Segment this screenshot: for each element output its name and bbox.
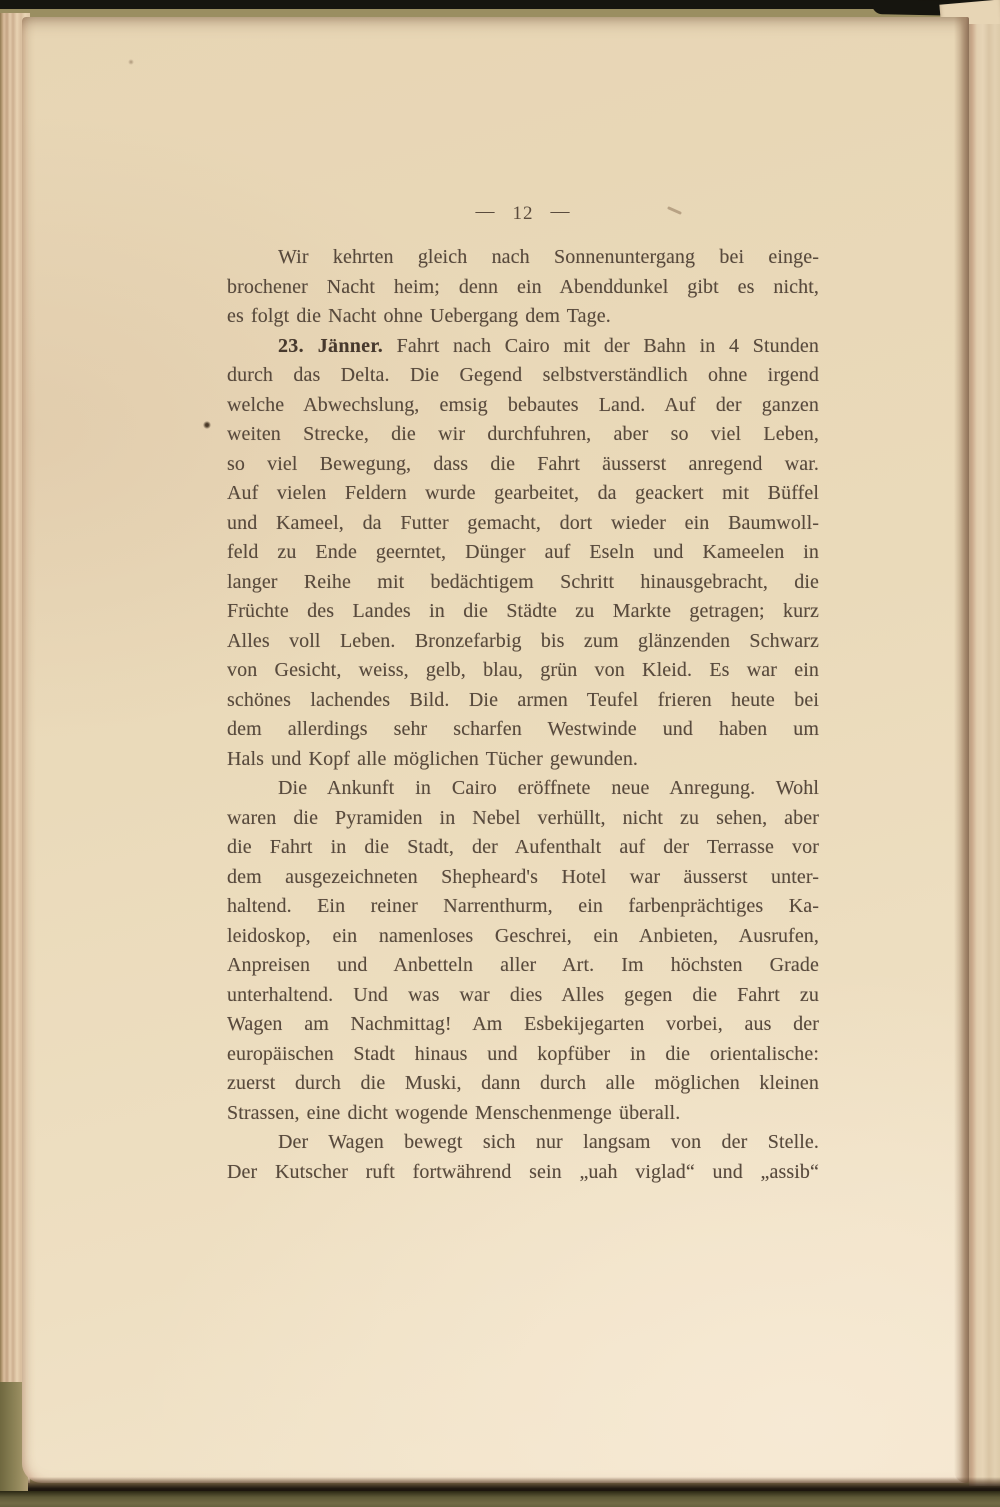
text-line: dem ausgezeichneten Shepheard's Hotel war äusserst unter- (227, 865, 819, 888)
text-line: Die Ankunft in Cairo eröffnete neue Anregung. Wohl (278, 777, 819, 799)
text-line: die Fahrt in die Stadt, der Aufenthalt auf der Terrasse vor (227, 836, 819, 858)
page-header (227, 201, 819, 227)
text-line: Früchte des Landes in die Städte zu Markte getragen; kurz (227, 600, 819, 622)
ink-speck (203, 421, 211, 429)
text-line: Alles voll Leben. Bronzefarbig bis zum glänzenden Schwarz (227, 629, 819, 652)
text-line: Strassen, eine dicht wogende Menschenmenge überall. (227, 1101, 681, 1124)
text-column (227, 243, 819, 1187)
paper-speck (128, 59, 134, 65)
header-dash-right: — (550, 201, 571, 222)
text-line: von Gesicht, weiss, gelb, blau, grün von Kleid. Es war ein (227, 659, 819, 681)
text-line: langer Reihe mit bedächtigem Schritt hinausgebracht, die (227, 570, 819, 593)
text-line: haltend. Ein reiner Narrenthurm, ein farbenprächtiges Ka- (227, 895, 819, 917)
page-number: 12 (512, 203, 534, 224)
page-stack-edges-right (969, 24, 1000, 1486)
text-line: welche Abwechslung, emsig bebautes Land. Auf der ganzen (227, 393, 819, 416)
text-line: brochener Nacht heim; denn ein Abenddunkel gibt es nicht, (227, 275, 819, 298)
text-line: zuerst durch die Muski, dann durch alle möglichen kleinen (227, 1072, 819, 1094)
text-line: es folgt die Nacht ohne Uebergang dem Tage. (227, 305, 611, 327)
text-line: durch das Delta. Die Gegend selbstverständlich ohne irgend (227, 364, 819, 386)
text-line: schönes lachendes Bild. Die armen Teufel frieren heute bei (227, 688, 819, 711)
header-dash-left: — (475, 201, 496, 222)
text-line: waren die Pyramiden in Nebel verhüllt, nicht zu sehen, aber (227, 806, 819, 829)
date-heading: 23. Jänner. (278, 334, 383, 357)
text-line: Der Wagen bewegt sich nur langsam von der Stelle. (278, 1131, 819, 1153)
text-line-rest: Fahrt nach Cairo mit der Bahn in 4 Stunden (383, 334, 819, 357)
text-line: Wagen am Nachmittag! Am Esbekijegarten vorbei, aus der (227, 1013, 819, 1035)
text-line: Wir kehrten gleich nach Sonnenuntergang bei einge- (278, 246, 819, 268)
text-line: Hals und Kopf alle möglichen Tücher gewunden. (227, 747, 639, 770)
text-line: Auf vielen Feldern wurde gearbeitet, da geackert mit Büffel (227, 482, 819, 504)
text-line: leidoskop, ein namenloses Geschrei, ein Anbieten, Ausrufen, (227, 924, 819, 947)
text-line: unterhaltend. Und was war dies Alles gegen die Fahrt zu (227, 983, 819, 1006)
text-line (227, 332, 819, 362)
text-line: Anpreisen und Anbetteln aller Art. Im höchsten Grade (227, 954, 819, 976)
book-cover-bottom-strip (0, 1491, 1000, 1507)
book-page (22, 17, 969, 1483)
text-line: feld zu Ende geerntet, Dünger auf Eseln und Kameelen in (227, 541, 819, 563)
text-line: weiten Strecke, die wir durchfuhren, aber so viel Leben, (227, 423, 819, 445)
text-line: und Kameel, da Futter gemacht, dort wieder ein Baumwoll- (227, 511, 819, 534)
text-line: so viel Bewegung, dass die Fahrt äusserst anregend war. (227, 452, 819, 475)
text-line: dem allerdings sehr scharfen Westwinde und haben um (227, 718, 819, 740)
text-line: europäischen Stadt hinaus und kopfüber in die orientalische: (227, 1042, 819, 1065)
text-line: Der Kutscher ruft fortwährend sein „uah viglad“ und „assib“ (227, 1160, 819, 1183)
